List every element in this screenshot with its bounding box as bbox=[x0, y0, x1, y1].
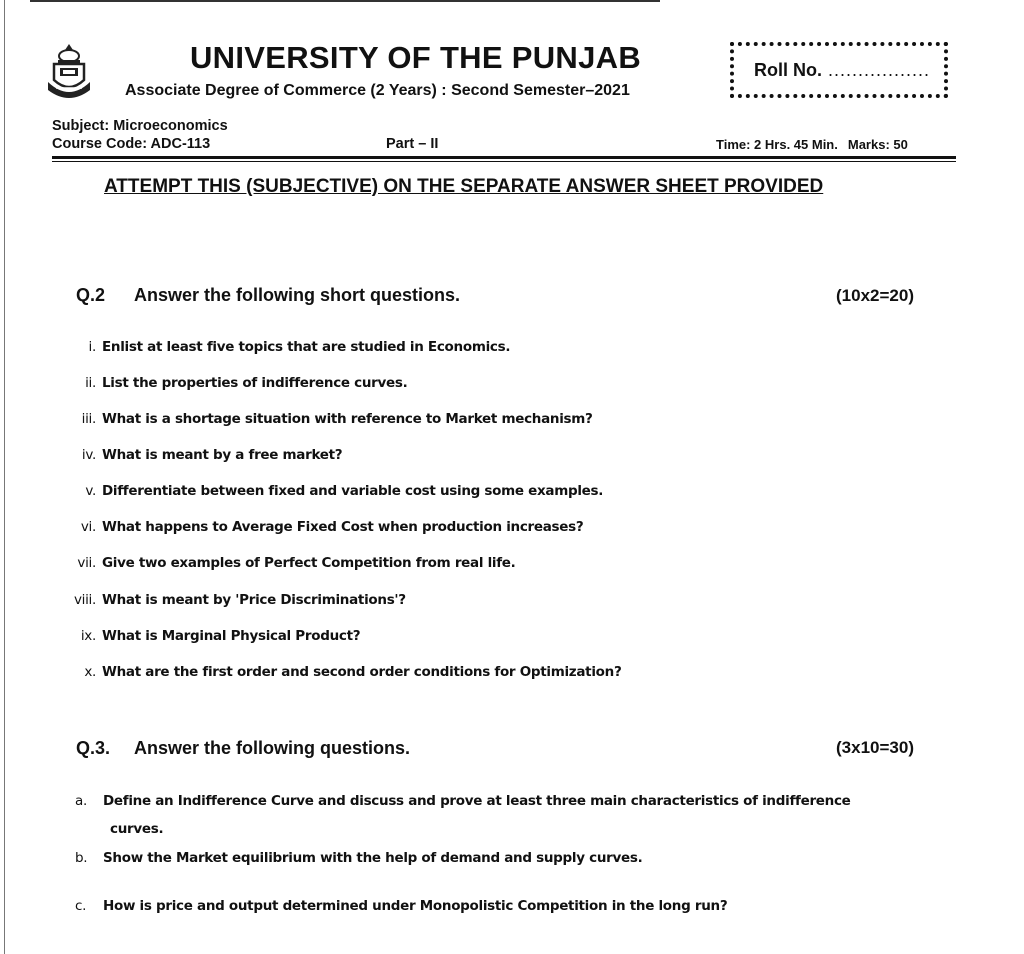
program-title: Associate Degree of Commerce (2 Years) : Second Semester–2021 bbox=[125, 82, 630, 99]
subject-line: Subject: Microeconomics bbox=[52, 118, 228, 134]
roll-dots: ................. bbox=[828, 59, 931, 80]
q3-item: c. How is price and output determined under Monopolistic Competition in the long run? bbox=[75, 898, 728, 914]
left-edge-line bbox=[4, 0, 5, 954]
q3-marks: (3x10=30) bbox=[836, 738, 914, 757]
q2-item: v. Differentiate between fixed and variable cost using some examples. bbox=[85, 483, 604, 499]
time-allowed: Time: 2 Hrs. 45 Min. bbox=[716, 137, 838, 152]
header-divider bbox=[52, 156, 956, 159]
q3-number: Q.3. bbox=[76, 738, 111, 758]
q3-item-continuation: curves. bbox=[110, 821, 164, 837]
q2-item: iii. What is a shortage situation with reference to Market mechanism? bbox=[81, 411, 593, 427]
top-edge-line bbox=[30, 0, 660, 2]
university-crest-icon bbox=[44, 42, 94, 102]
q2-number: Q.2 bbox=[76, 285, 106, 305]
q2-item: i. Enlist at least five topics that are studied in Economics. bbox=[88, 339, 511, 355]
instruction-heading: ATTEMPT THIS (SUBJECTIVE) ON THE SEPARATE ANSWER SHEET PROVIDED bbox=[104, 176, 824, 197]
header-divider-thin bbox=[52, 161, 956, 162]
q3-item: a. Define an Indifference Curve and discuss and prove at least three main characteristics of indifference bbox=[75, 793, 851, 809]
roll-number-box bbox=[730, 42, 948, 98]
part-label: Part – II bbox=[386, 136, 439, 152]
q2-item: viii. What is meant by 'Price Discriminations'? bbox=[73, 592, 406, 608]
university-title: UNIVERSITY OF THE PUNJAB bbox=[190, 40, 642, 75]
q2-item: ii. List the properties of indifference curves. bbox=[85, 375, 408, 391]
q2-title: Answer the following short questions. bbox=[134, 285, 461, 305]
q3-title: Answer the following questions. bbox=[134, 738, 411, 758]
course-code: Course Code: ADC-113 bbox=[52, 136, 211, 152]
q3-item: b. Show the Market equilibrium with the help of demand and supply curves. bbox=[75, 850, 643, 866]
q2-item: vii. Give two examples of Perfect Competition from real life. bbox=[77, 555, 516, 571]
total-marks: Marks: 50 bbox=[847, 137, 908, 152]
q3-heading bbox=[76, 738, 410, 759]
roll-label: Roll No. bbox=[754, 59, 822, 80]
q2-item: ix. What is Marginal Physical Product? bbox=[80, 628, 361, 644]
q2-item: vi. What happens to Average Fixed Cost when production increases? bbox=[80, 519, 584, 535]
q2-marks: (10x2=20) bbox=[836, 286, 914, 305]
q2-item: iv. What is meant by a free market? bbox=[81, 447, 343, 463]
time-marks bbox=[716, 137, 908, 152]
q2-heading bbox=[76, 285, 460, 306]
q2-item: x. What are the first order and second order conditions for Optimization? bbox=[84, 664, 622, 680]
